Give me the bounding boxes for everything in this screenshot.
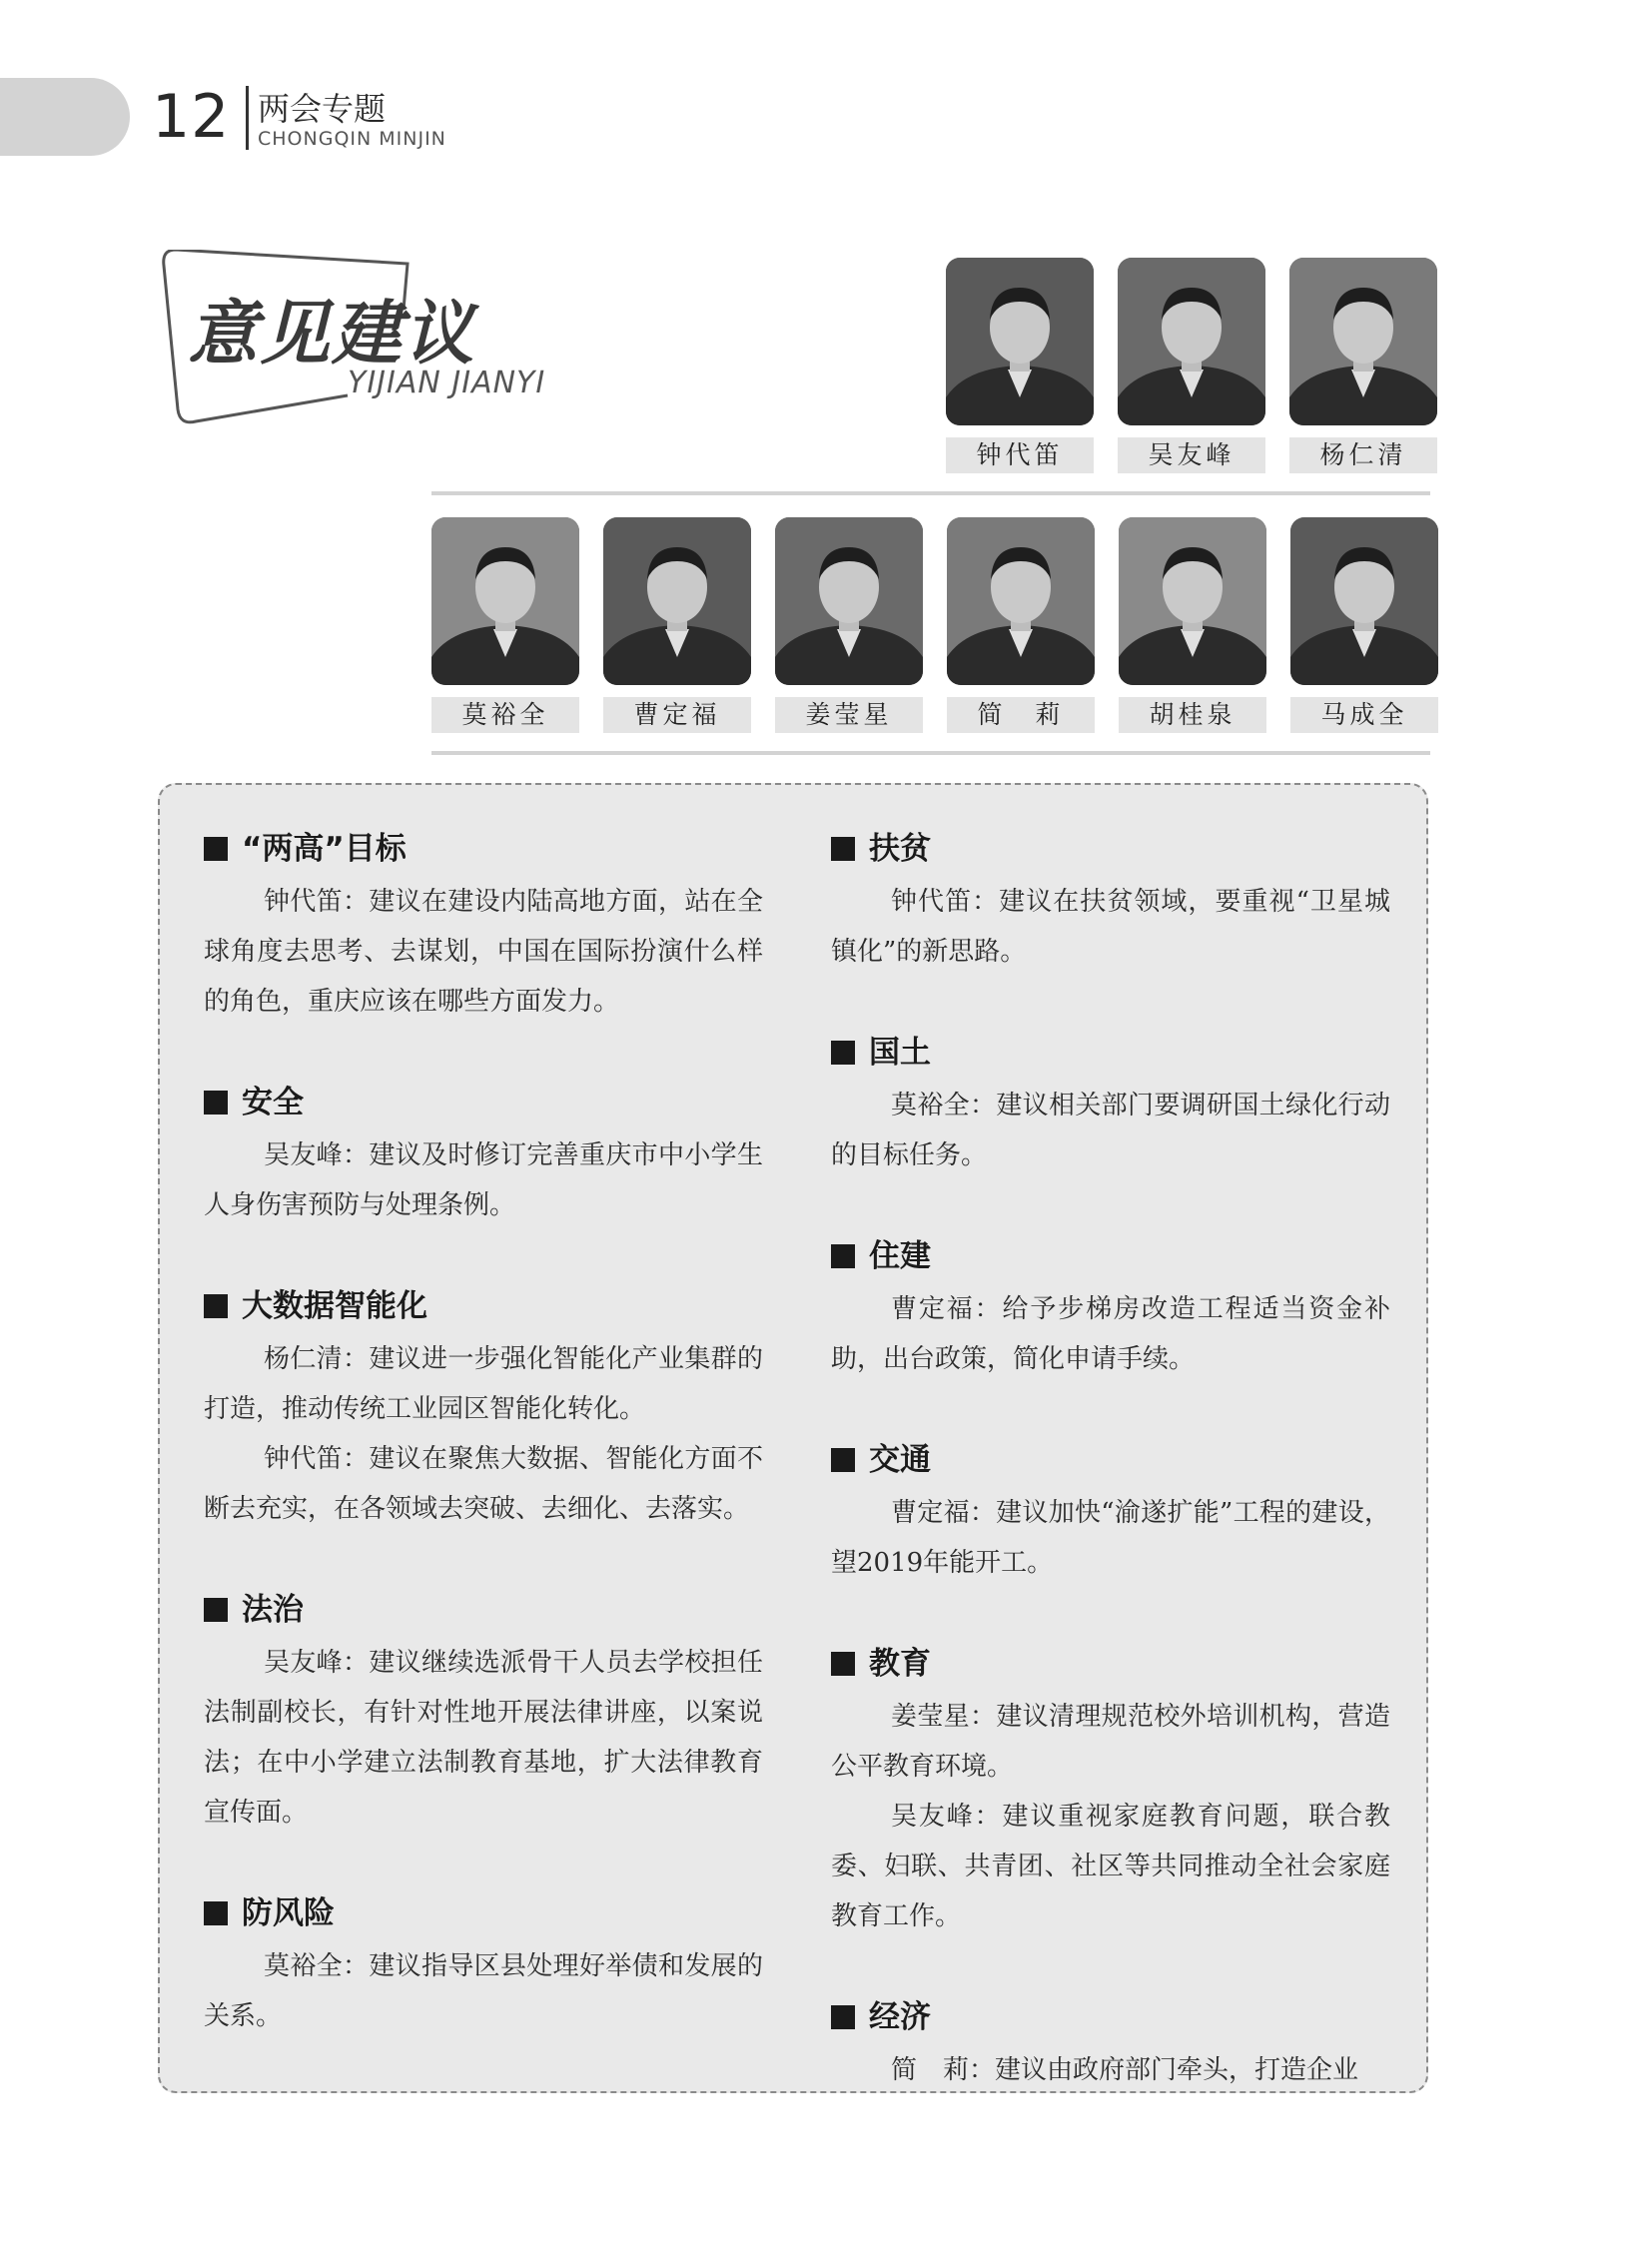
section-heading [204,1586,763,1634]
section-heading [204,1282,763,1330]
header-tab-shape [0,78,130,156]
section-heading-text: 国土 [869,1035,931,1071]
square-bullet-icon [831,1652,855,1676]
square-bullet-icon [204,837,228,861]
portrait-photo [946,258,1094,425]
section-heading-text: “两高”目标 [242,831,407,867]
section-gap [204,1027,763,1079]
right-column [831,825,1390,2095]
section-heading-text: 交通 [869,1442,931,1478]
suggestion-paragraph: 曹定福：给予步梯房改造工程适当资金补助，出台政策，简化申请手续。 [831,1294,1390,1374]
suggestion-paragraph: 吴友峰：建议及时修订完善重庆市中小学生人身伤害预防与处理条例。 [204,1140,763,1220]
square-bullet-icon [204,1901,228,1925]
person-card [1290,517,1438,733]
suggestion-paragraph: 曹定福：建议加快“渝遂扩能”工程的建设，望2019年能开工。 [831,1498,1390,1578]
suggestion-paragraph: 莫裕全：建议相关部门要调研国土绿化行动的目标任务。 [831,1091,1390,1170]
person-card [1118,258,1265,473]
person-card [431,517,579,733]
person-card [947,517,1095,733]
header-divider [246,86,249,150]
person-name: 杨仁清 [1289,437,1437,473]
section-heading-text: 防风险 [242,1895,335,1931]
portrait-photo [1118,258,1265,425]
person-name: 吴友峰 [1118,437,1265,473]
person-card [775,517,923,733]
suggestion-paragraph: 钟代笛：建议在扶贫领域，要重视“卫星城镇化”的新思路。 [831,887,1390,967]
person-name: 胡桂泉 [1119,697,1266,733]
suggestion-paragraph: 吴友峰：建议重视家庭教育问题，联合教委、妇联、共青团、社区等共同推动全社会家庭教育工作。 [831,1802,1390,1931]
section-heading [831,1640,1390,1688]
section-heading [831,1029,1390,1077]
photo-divider-top [431,491,1430,495]
person-name: 钟代笛 [946,437,1094,473]
person-name: 马成全 [1290,697,1438,733]
section-heading [204,1889,763,1937]
section-gap [831,1941,1390,1993]
portrait-photo [1290,517,1438,685]
suggestion-paragraph: 简 莉：建议由政府部门牵头，打造企业 [891,2055,1359,2085]
portrait-photo [603,517,751,685]
section-gap [831,977,1390,1029]
person-card [1119,517,1266,733]
section-subtitle: CHONGQIN MINJIN [258,128,446,150]
photo-divider-bottom [431,751,1430,755]
section-heading-text: 经济 [869,1999,931,2035]
portrait-photo [775,517,923,685]
section-gap [831,1180,1390,1232]
page-title: 意见建议 [188,293,475,374]
section-gap [831,1384,1390,1436]
square-bullet-icon [831,1448,855,1472]
person-name: 曹定福 [603,697,751,733]
suggestion-paragraph: 吴友峰：建议继续选派骨干人员去学校担任法制副校长，有针对性地开展法律讲座，以案说法；在中小学建立法制教育基地，扩大法律教育宣传面。 [204,1648,763,1828]
portrait-photo [1119,517,1266,685]
section-heading [831,1232,1390,1280]
person-name: 姜莹星 [775,697,923,733]
section-heading-text: 住建 [869,1238,931,1274]
section-heading [831,1436,1390,1484]
square-bullet-icon [831,837,855,861]
page-number: 12 [152,82,231,152]
section-heading [831,1993,1390,2041]
section-heading [831,825,1390,873]
section-heading-text: 扶贫 [869,831,931,867]
left-column [204,825,763,2041]
portrait-photo [1289,258,1437,425]
section-gap [831,1588,1390,1640]
section-heading-text: 大数据智能化 [242,1288,427,1324]
section-heading-text: 法治 [242,1592,304,1628]
person-card [603,517,751,733]
square-bullet-icon [204,1294,228,1318]
portrait-photo [947,517,1095,685]
square-bullet-icon [831,1041,855,1065]
suggestion-paragraph: 莫裕全：建议指导区县处理好举债和发展的关系。 [204,1951,763,2031]
section-name: 两会专题 [258,90,387,128]
suggestion-paragraph: 钟代笛：建议在建设内陆高地方面，站在全球角度去思考、去谋划，中国在国际扮演什么样的角色，重庆应该在哪些方面发力。 [204,887,763,1017]
square-bullet-icon [204,1598,228,1622]
suggestion-paragraph: 姜莹星：建议清理规范校外培训机构，营造公平教育环境。 [831,1702,1390,1782]
section-heading [204,1079,763,1126]
section-gap [204,1230,763,1282]
suggestions-panel [158,783,1428,2093]
section-heading [204,825,763,873]
square-bullet-icon [204,1091,228,1115]
portrait-photo [431,517,579,685]
person-name: 莫裕全 [431,697,579,733]
person-card [946,258,1094,473]
section-heading-text: 安全 [242,1085,304,1120]
suggestion-paragraph: 杨仁清：建议进一步强化智能化产业集群的打造，推动传统工业园区智能化转化。 [204,1344,763,1424]
square-bullet-icon [831,2005,855,2029]
section-heading-text: 教育 [869,1646,931,1682]
page-title-en: YIJIAN JIANYI [348,366,546,400]
person-card [1289,258,1437,473]
section-gap [204,1838,763,1889]
section-gap [204,1534,763,1586]
suggestion-paragraph: 钟代笛：建议在聚焦大数据、智能化方面不断去充实，在各领域去突破、去细化、去落实。 [204,1444,763,1524]
person-name: 简 莉 [947,697,1095,733]
square-bullet-icon [831,1244,855,1268]
